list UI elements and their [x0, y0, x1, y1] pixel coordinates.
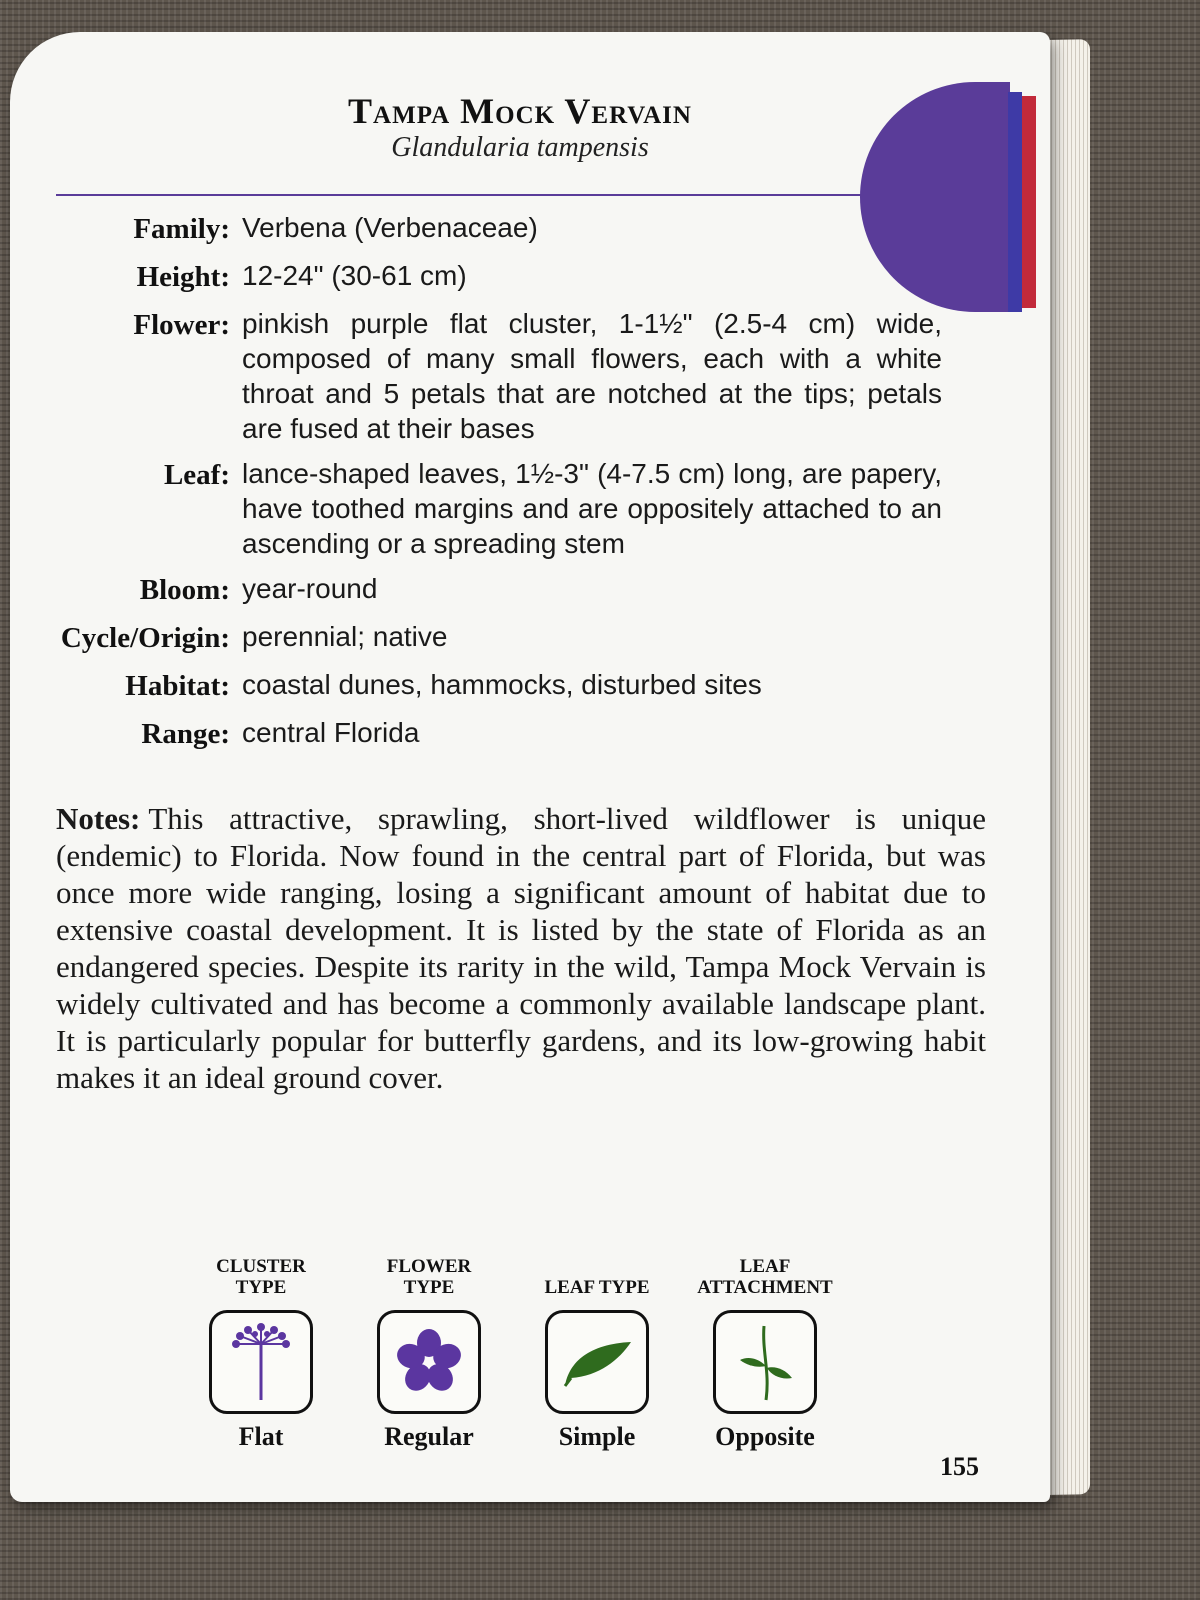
page-number: 155 [940, 1452, 979, 1481]
field-value: pinkish purple flat cluster, 1-1½" (2.5-4 cm) wide, composed of many small flowers, each with a white throat and 5 petals that are notched at the tips; petals are fused at their bases [242, 308, 942, 444]
color-tab-red [1022, 96, 1036, 308]
field-label: Cycle/Origin: [60, 622, 230, 654]
icon-caption: FLOWER TYPE [386, 1256, 472, 1298]
field-label: Bloom: [139, 574, 230, 606]
field-value: perennial; native [242, 621, 448, 652]
field-list [10, 210, 1010, 763]
color-tab-blue [1008, 92, 1022, 312]
icon-group-cluster-type [196, 1242, 326, 1452]
field-leaf [10, 456, 1010, 561]
book-page [10, 32, 1050, 1502]
field-label: Family: [133, 213, 230, 245]
field-flower [10, 306, 1010, 446]
field-value: lance-shaped leaves, 1½-3" (4-7.5 cm) long, are papery, have toothed margins and are oppositely attached to an ascending or a spreading stem [242, 458, 942, 559]
notes-paragraph [56, 800, 986, 1096]
notes-label: Notes: [56, 801, 141, 836]
page-title: Tampa Mock Vervain [348, 91, 692, 131]
regular-flower-icon [377, 1310, 481, 1414]
scientific-name: Glandularia tampensis [391, 132, 649, 163]
icon-group-leaf-attachment [697, 1242, 833, 1452]
field-label: Habitat: [125, 670, 230, 702]
field-value: central Florida [242, 717, 420, 748]
field-bloom [10, 571, 1010, 609]
field-label: Range: [141, 718, 230, 750]
field-family [10, 210, 1010, 248]
field-range [10, 715, 1010, 753]
icon-caption: CLUSTER TYPE [216, 1256, 306, 1298]
flat-cluster-icon [209, 1310, 313, 1414]
field-value: Verbena (Verbenaceae) [242, 212, 538, 243]
opposite-leaf-icon [713, 1310, 817, 1414]
field-value: 12-24" (30-61 cm) [242, 260, 467, 291]
icon-label: Simple [558, 1422, 636, 1451]
icon-group-leaf-type [532, 1242, 662, 1452]
field-height [10, 258, 1010, 296]
field-habitat [10, 667, 1010, 705]
field-label: Flower: [133, 309, 230, 341]
icon-label: Regular [384, 1422, 474, 1451]
icon-group-flower-type [364, 1242, 494, 1452]
field-value: coastal dunes, hammocks, disturbed sites [242, 669, 762, 700]
field-cycle-origin [10, 619, 1010, 657]
icon-caption: LEAF TYPE [544, 1277, 650, 1298]
icon-caption: LEAF ATTACHMENT [697, 1256, 833, 1298]
field-label: Leaf: [163, 459, 230, 491]
icon-label: Flat [238, 1422, 284, 1451]
notes-text: This attractive, sprawling, short-lived wildflower is unique (endemic) to Florida. Now found in the central part of Florida, but was once more wide ranging, losing a significant amount of habitat due to extensive coastal development. It is listed by the state of Florida as an endangered species. Despite its rarity in the wild, Tampa Mock Vervain is widely cultivated and has become a commonly available landscape plant. It is particularly popular for butterfly gardens, and its low-growing habit makes it an ideal ground cover. [56, 801, 986, 1095]
identification-icons [196, 1242, 896, 1462]
field-value: year-round [242, 573, 378, 604]
header-rule [56, 194, 946, 196]
simple-leaf-icon [545, 1310, 649, 1414]
field-label: Height: [136, 261, 230, 293]
icon-label: Opposite [715, 1422, 815, 1451]
